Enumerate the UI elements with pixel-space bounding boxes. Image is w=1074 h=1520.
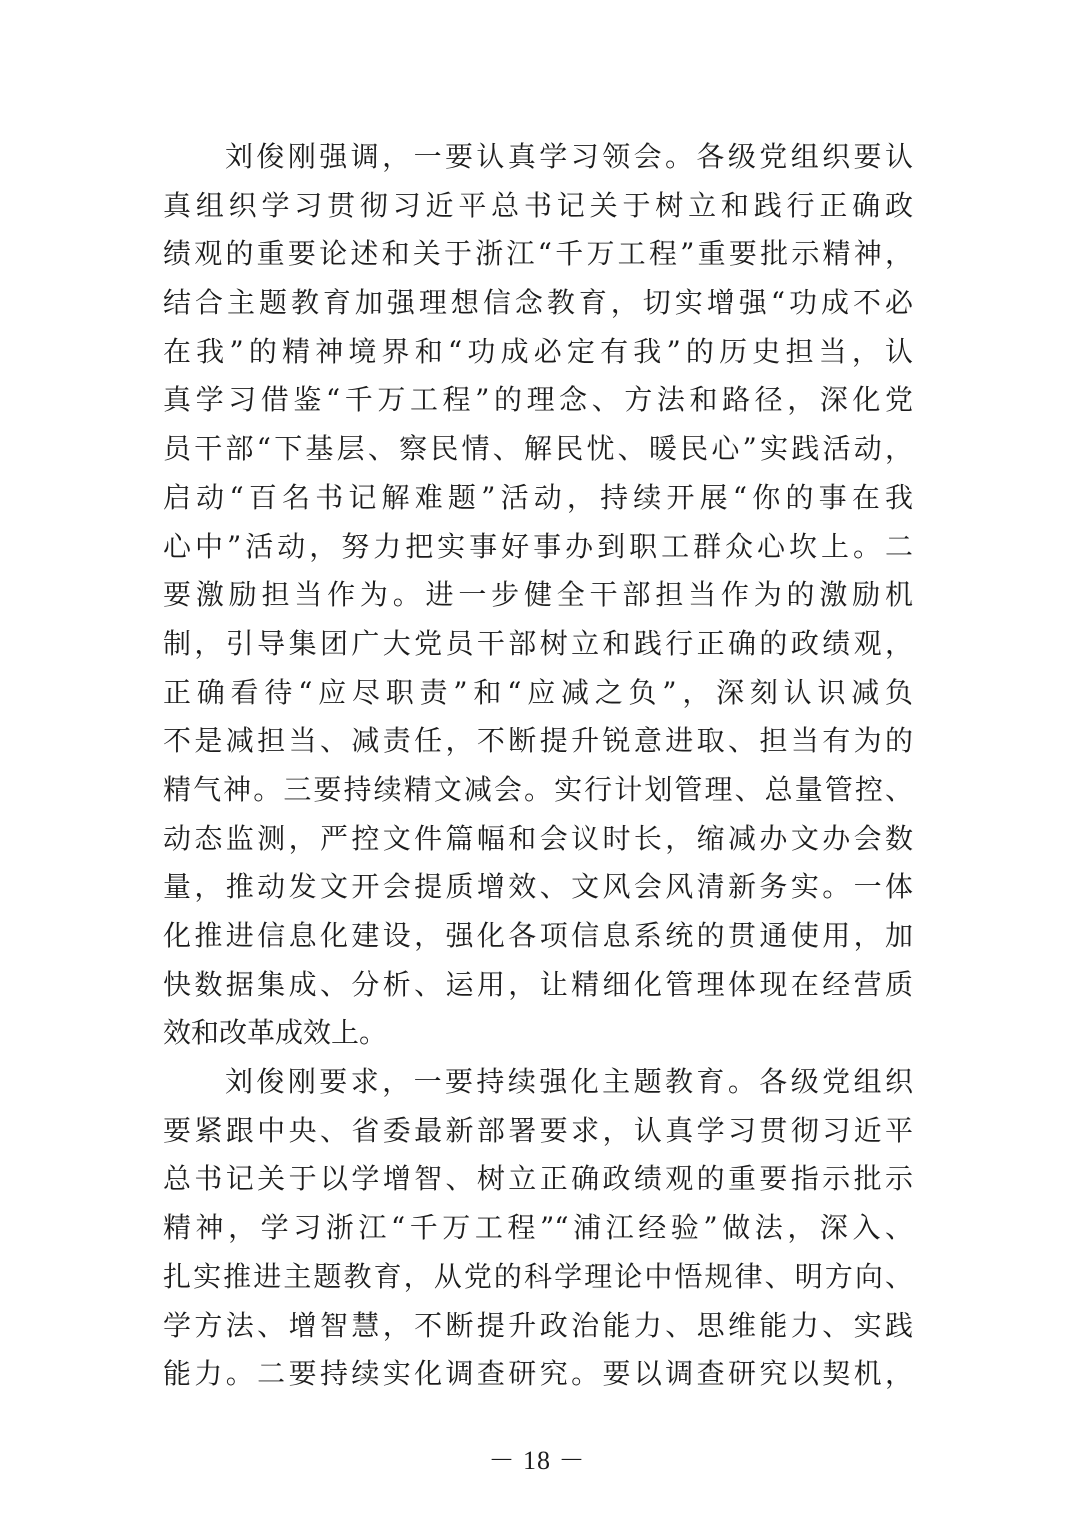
text-line: 要紧跟中央、省委最新部署要求，认真学习贯彻习近平 bbox=[163, 1113, 913, 1147]
text-line: 快数据集成、分析、运用，让精细化管理体现在经营质 bbox=[163, 967, 913, 1001]
text-line: 动态监测，严控文件篇幅和会议时长，缩减办文办会数 bbox=[163, 821, 913, 855]
text-line: 刘俊刚强调，一要认真学习领会。各级党组织要认 bbox=[225, 140, 913, 173]
text-line: 在我”的精神境界和“功成必定有我”的历史担当，认 bbox=[163, 334, 913, 368]
text-line: 量，推动发文开会提质增效、文风会风清新务实。一体 bbox=[163, 870, 913, 904]
text-line: 制，引导集团广大党员干部树立和践行正确的政绩观， bbox=[163, 626, 913, 660]
page-number: － 18 － bbox=[488, 1446, 586, 1475]
text-line: 能力。二要持续实化调查研究。要以调查研究以契机， bbox=[163, 1357, 913, 1391]
text-line: 精气神。三要持续精文减会。实行计划管理、总量管控、 bbox=[163, 772, 913, 806]
text-line: 启动“百名书记解难题”活动，持续开展“你的事在我 bbox=[163, 480, 913, 514]
text-line: 化推进信息化建设，强化各项信息系统的贯通使用，加 bbox=[163, 919, 913, 952]
text-line: 效和改革成效上。 bbox=[163, 1016, 388, 1050]
body-text bbox=[163, 133, 913, 1399]
text-line: 员干部“下基层、察民情、解民忧、暖民心”实践活动， bbox=[163, 432, 913, 466]
text-line: 总书记关于以学增智、树立正确政绩观的重要指示批示 bbox=[163, 1162, 913, 1196]
text-line: 真学习借鉴“千万工程”的理念、方法和路径，深化党 bbox=[163, 383, 913, 417]
text-line: 真组织学习贯彻习近平总书记关于树立和践行正确政 bbox=[163, 188, 913, 222]
text-line: 扎实推进主题教育，从党的科学理论中悟规律、明方向、 bbox=[163, 1259, 913, 1293]
text-line: 心中”活动，努力把实事好事办到职工群众心坎上。二 bbox=[163, 529, 913, 563]
text-line: 绩观的重要论述和关于浙江“千万工程”重要批示精神， bbox=[163, 237, 913, 271]
text-line: 不是减担当、减责任，不断提升锐意进取、担当有为的 bbox=[163, 724, 913, 758]
text-line: 正确看待“应尽职责”和“应减之负”，深刻认识减负 bbox=[163, 675, 913, 709]
text-line: 刘俊刚要求，一要持续强化主题教育。各级党组织 bbox=[225, 1065, 913, 1099]
text-line: 结合主题教育加强理想信念教育，切实增强“功成不必 bbox=[163, 286, 913, 320]
text-line: 精神，学习浙江“千万工程”“浦江经验”做法，深入、 bbox=[163, 1211, 913, 1245]
text-line: 要激励担当作为。进一步健全干部担当作为的激励机 bbox=[163, 578, 913, 612]
text-line: 学方法、增智慧，不断提升政治能力、思维能力、实践 bbox=[163, 1308, 913, 1342]
